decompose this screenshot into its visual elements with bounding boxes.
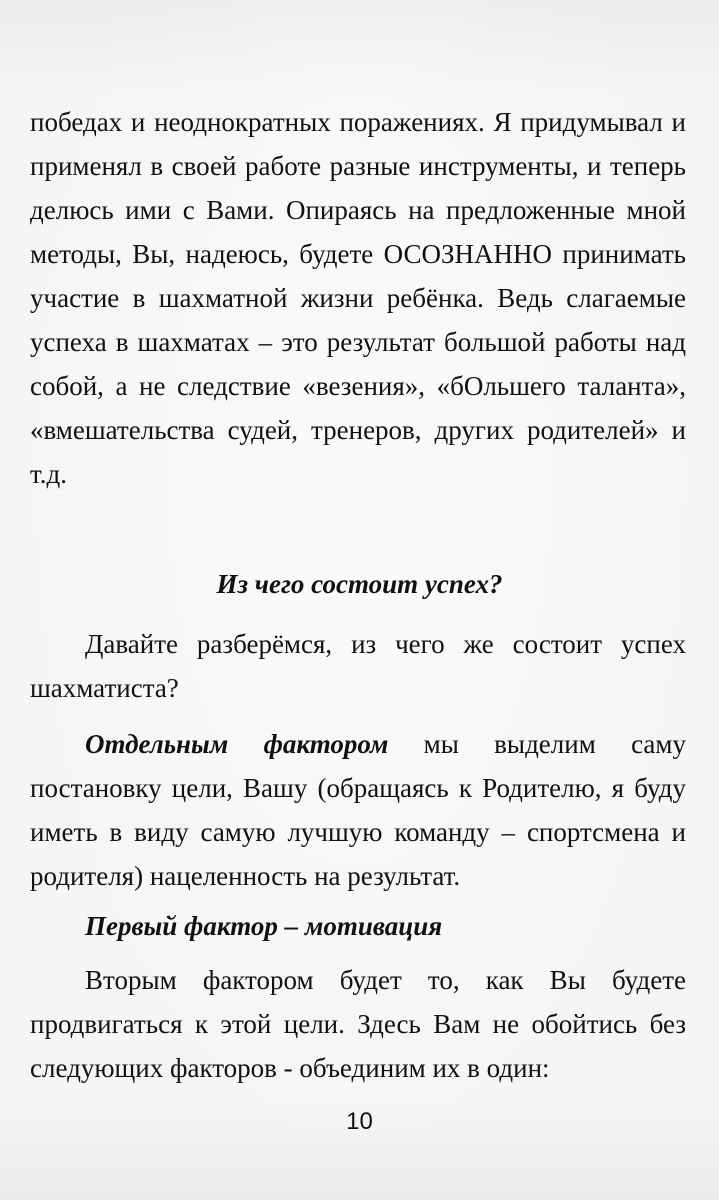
paragraph-separate-factor-text: мы выделим саму постановку цели, Вашу (обращаясь к Родителю, я буду иметь в виду самую лучшую команду – спортсмена и родителя) нацеленность на результат. [30,729,686,891]
body-text-motivation [30,958,686,1090]
page-number: 10 [346,1108,373,1135]
body-text-factor [30,722,686,898]
paragraph-intro: победах и неоднократных поражениях. Я придумывал и применял в своей работе разные инструменты, и теперь делюсь ими с Вами. Опираясь на предложенные мной методы, Вы, надеюсь, будете ОСОЗНАННО принимать участие в шахматной жизни ребёнка. Ведь слагаемые успеха в шахматах – это результат большой работы над собой, а не следствие «везения», «бОльшего таланта», «вмешательства судей, тренеров, других родителей» и т.д. [30,107,686,489]
section-heading-success: Из чего состоит успех? [216,569,503,599]
paragraph-separate-factor [30,722,686,898]
section-heading-motivation: Первый фактор – мотивация [85,911,443,941]
body-text-success [30,622,686,710]
body-text-top [30,100,686,496]
paragraph-second-factor: Вторым фактором будет то, как Вы будете продвигаться к этой цели. Здесь Вам не обойтись без следующих факторов - объединим их в один: [30,965,686,1083]
emphasis-separate-factor: Отдельным фактором [85,729,389,759]
paragraph-question: Давайте разберёмся, из чего же состоит успех шахматиста? [30,629,686,703]
